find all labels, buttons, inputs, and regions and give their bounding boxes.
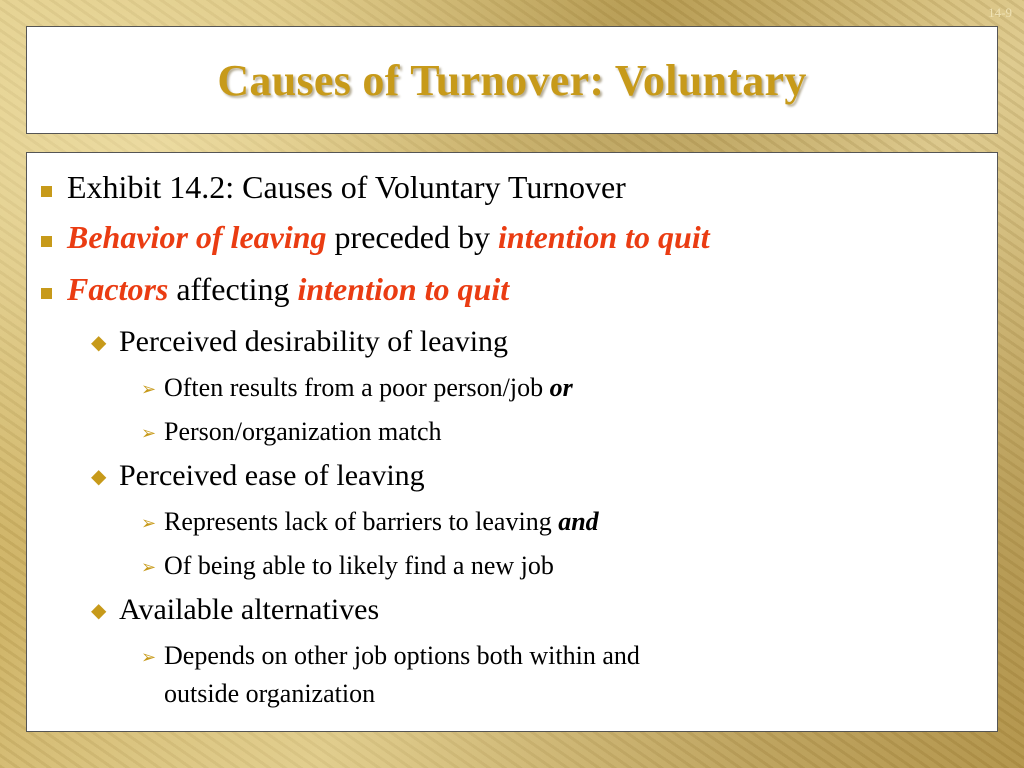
- bullet-text: affecting: [168, 271, 298, 307]
- bullet-text: Represents lack of barriers to leaving: [164, 507, 559, 536]
- arrow-bullet-icon: ➢: [141, 557, 157, 577]
- content-box: [26, 152, 998, 732]
- square-bullet-icon: [41, 288, 52, 299]
- sub-sub-bullet-options-continued: [164, 679, 375, 709]
- bullet-text: Of being able to likely find a new job: [164, 551, 554, 580]
- bullet-factors: [67, 271, 509, 308]
- diamond-bullet-icon: ◆: [91, 600, 107, 622]
- emphasis-text: and: [558, 507, 599, 536]
- sub-sub-bullet-new-job: [164, 551, 554, 581]
- arrow-bullet-icon: ➢: [141, 423, 157, 443]
- bullet-exhibit: [67, 169, 626, 206]
- arrow-bullet-icon: ➢: [141, 647, 157, 667]
- arrow-bullet-icon: ➢: [141, 513, 157, 533]
- arrow-bullet-icon: ➢: [141, 379, 157, 399]
- bullet-text: outside organization: [164, 679, 376, 708]
- bullet-text: Often results from a poor person/job: [164, 373, 550, 402]
- sub-sub-bullet-poor-match: [164, 373, 573, 403]
- emphasis-text: or: [549, 373, 573, 402]
- title-box: [26, 26, 998, 134]
- emphasis-text: intention to quit: [498, 219, 710, 255]
- sub-sub-bullet-options: [164, 641, 640, 671]
- sub-bullet-desirability: [119, 325, 508, 359]
- bullet-text: preceded by: [326, 219, 498, 255]
- emphasis-text: Behavior of leaving: [67, 219, 327, 255]
- bullet-behavior: [67, 219, 710, 256]
- slide-number: 14-9: [988, 5, 1012, 20]
- square-bullet-icon: [41, 236, 52, 247]
- diamond-bullet-icon: ◆: [91, 466, 107, 488]
- bullet-text: Person/organization match: [164, 417, 442, 446]
- bullet-text: Depends on other job options both within and: [164, 641, 640, 670]
- emphasis-text: Factors: [67, 271, 169, 307]
- bullet-text: Perceived desirability of leaving: [119, 325, 509, 358]
- emphasis-text: intention to quit: [297, 271, 510, 307]
- bullet-text: Exhibit 14.2: Causes of Voluntary Turnover: [67, 169, 626, 205]
- square-bullet-icon: [41, 186, 52, 197]
- sub-sub-bullet-barriers: [164, 507, 599, 537]
- sub-sub-bullet-org-match: [164, 417, 442, 447]
- diamond-bullet-icon: ◆: [91, 332, 107, 354]
- bullet-text: Perceived ease of leaving: [119, 459, 425, 492]
- slide-title: Causes of Turnover: Voluntary: [217, 55, 807, 105]
- sub-bullet-ease: [119, 459, 425, 493]
- bullet-text: Available alternatives: [119, 593, 380, 626]
- sub-bullet-alternatives: [119, 593, 379, 627]
